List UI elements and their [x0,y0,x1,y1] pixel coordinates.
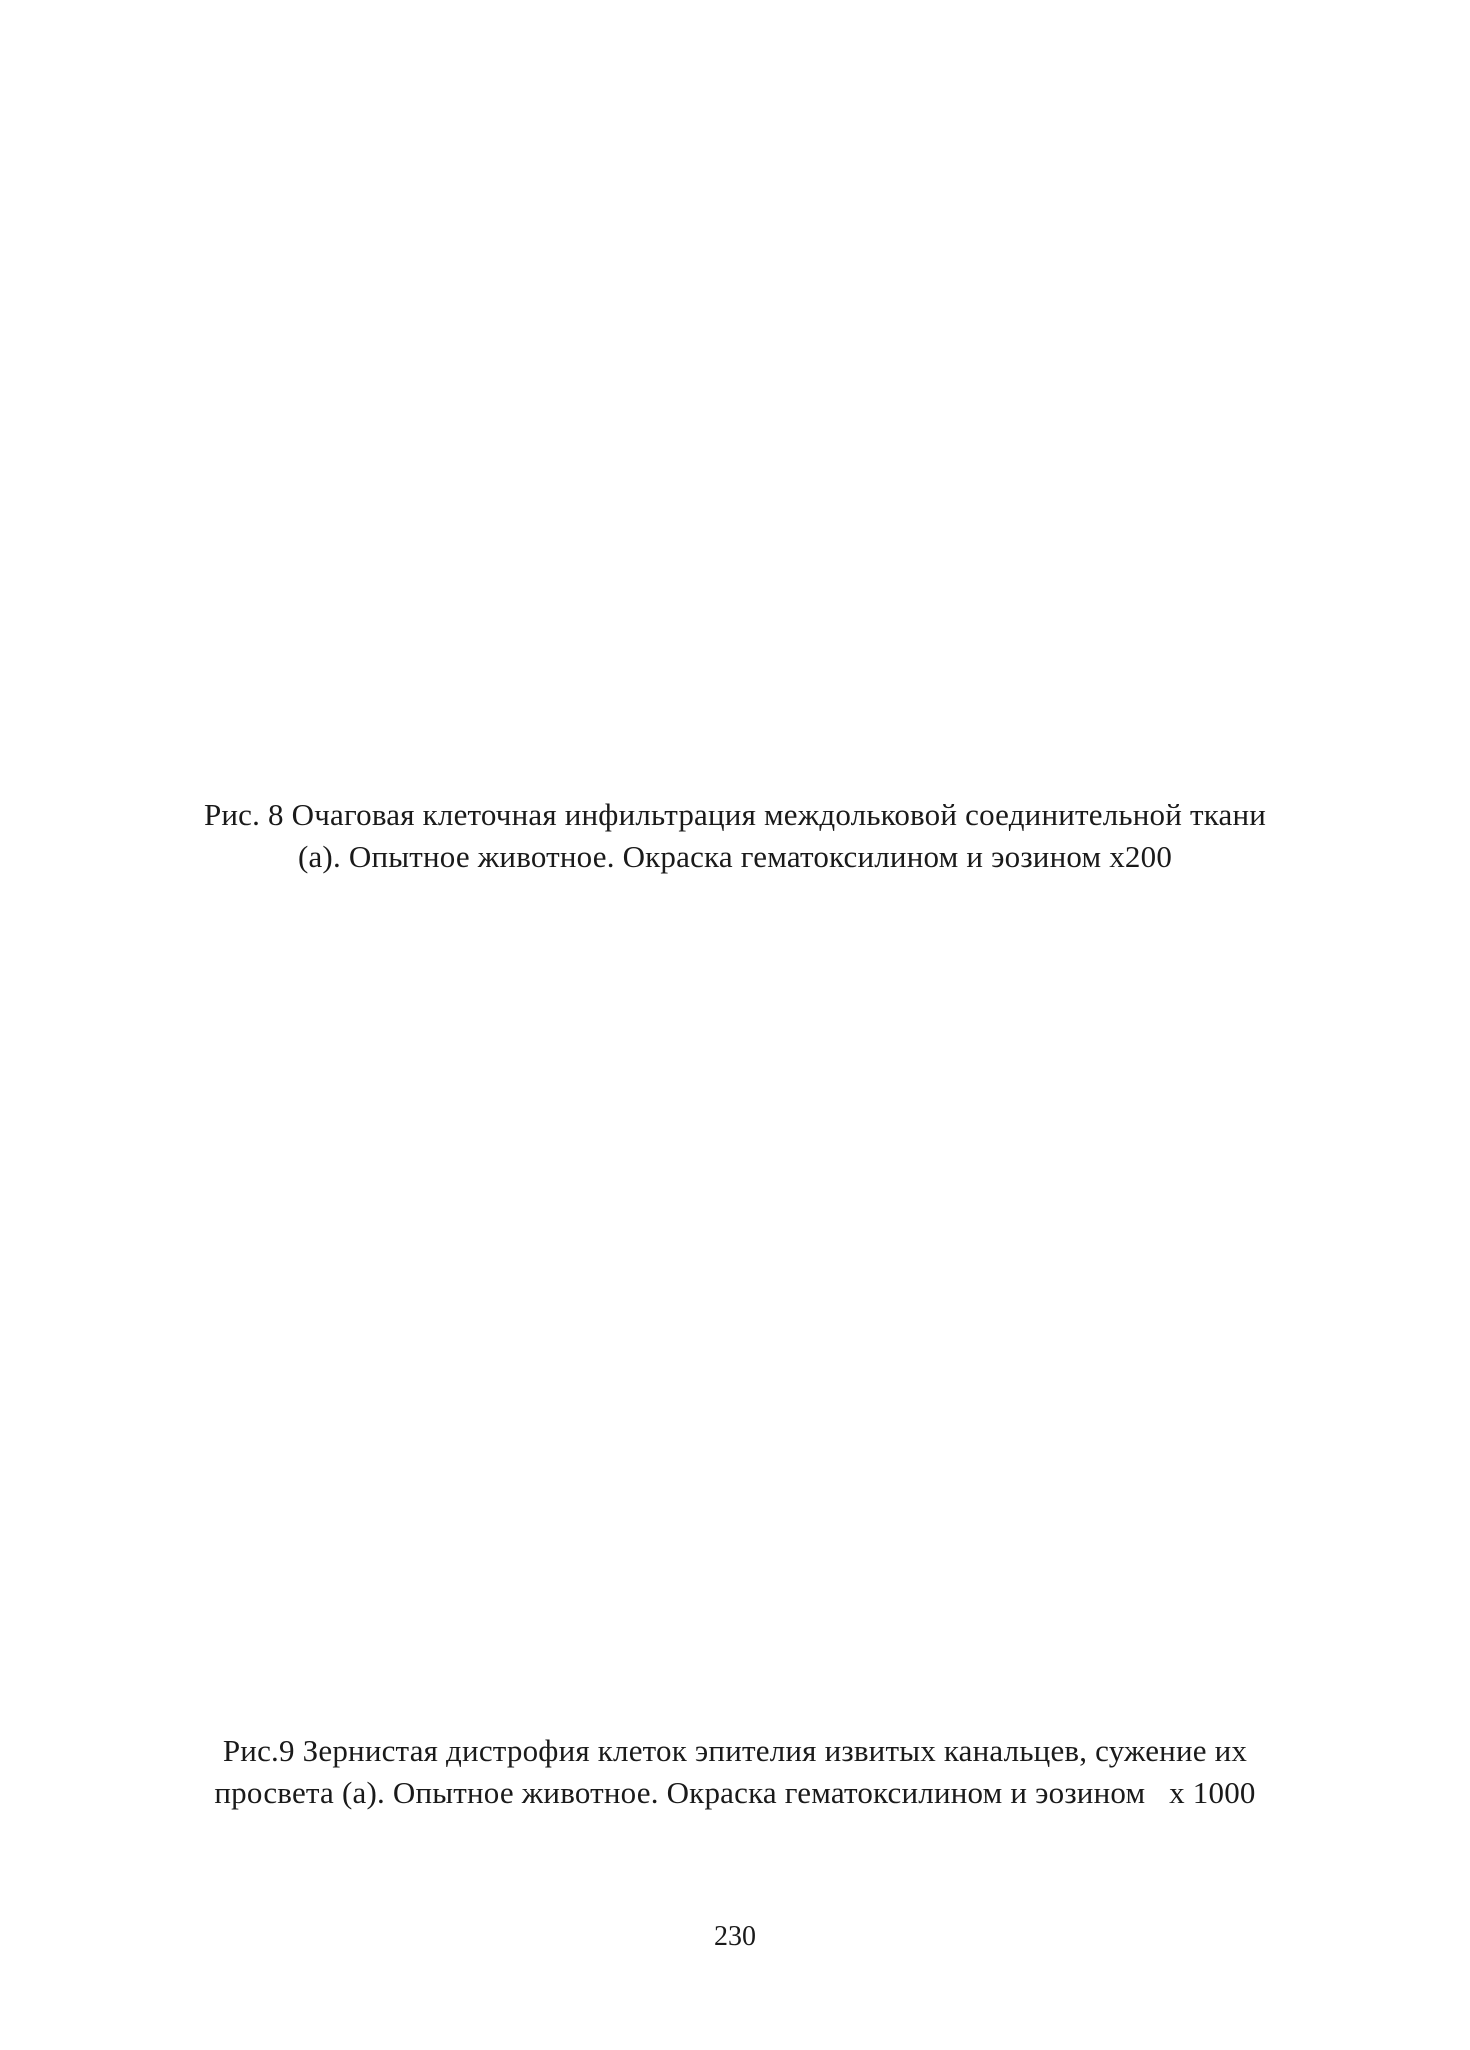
page-number: 230 [714,1921,756,1952]
figure-8-caption [0,794,1470,878]
figure-9-caption [0,1730,1470,1814]
figure-8-caption-line-2: (а). Опытное животное. Окраска гематоксилином и эозином х200 [297,839,1173,874]
figure-8-caption-line-1: Рис. 8 Очаговая клеточная инфильтрация междольковой соединительной ткани [203,797,1267,832]
figure-9-caption-line-2: просвета (а). Опытное животное. Окраска гематоксилином и эозином х 1000 [214,1775,1256,1810]
figure-9-caption-line-1: Рис.9 Зернистая дистрофия клеток эпителия извитых канальцев, сужение их [222,1733,1248,1768]
